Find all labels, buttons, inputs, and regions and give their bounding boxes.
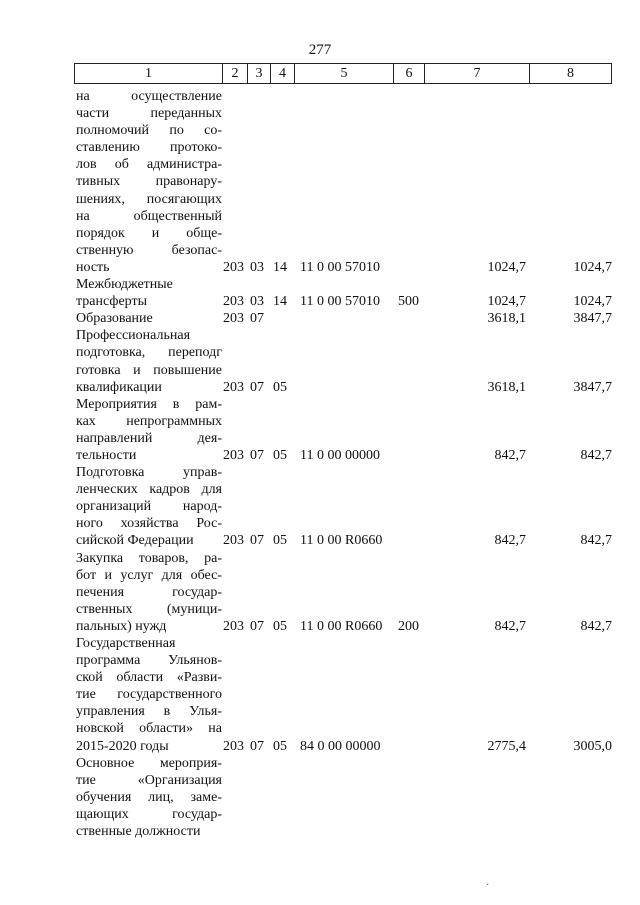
scan-speck: · bbox=[486, 880, 490, 891]
row-name-line: бот и услуг для обес- bbox=[76, 567, 222, 583]
row-name-line: ственную безопас- bbox=[76, 242, 222, 258]
target-article-code: 11 0 00 57010 bbox=[300, 294, 380, 310]
target-article-code: 84 0 00 00000 bbox=[300, 738, 381, 754]
target-article-code: 11 0 00 R0660 bbox=[300, 533, 383, 549]
row-name bbox=[76, 88, 222, 276]
amount-col-8: 842,7 bbox=[580, 533, 612, 549]
amount-col-7: 842,7 bbox=[494, 533, 526, 549]
expense-type-code: 500 bbox=[398, 294, 419, 310]
header-col-5: 5 bbox=[295, 64, 394, 83]
section-code: 03 bbox=[250, 259, 264, 275]
budget-table-body bbox=[76, 88, 612, 840]
row-values bbox=[76, 293, 616, 310]
row-name-line: организаций народ- bbox=[76, 499, 222, 515]
table-row bbox=[76, 88, 612, 276]
expense-type-code: 200 bbox=[398, 618, 419, 634]
table-row bbox=[76, 327, 612, 395]
section-code: 07 bbox=[250, 618, 264, 634]
row-values bbox=[76, 738, 616, 755]
row-name-line: порядок и обще- bbox=[76, 225, 222, 241]
dept-code: 203 bbox=[223, 259, 244, 275]
row-name-line: Мероприятия в рам- bbox=[76, 396, 222, 412]
row-name-line: программа Ульянов- bbox=[76, 653, 222, 669]
amount-col-7: 842,7 bbox=[494, 618, 526, 634]
dept-code: 203 bbox=[223, 447, 244, 463]
header-col-1: 1 bbox=[75, 64, 223, 83]
header-col-4: 4 bbox=[271, 64, 295, 83]
amount-col-7: 842,7 bbox=[494, 447, 526, 463]
dept-code: 203 bbox=[223, 379, 244, 395]
row-name-line: ственных (муници- bbox=[76, 601, 222, 617]
target-article-code: 11 0 00 R0660 bbox=[300, 618, 383, 634]
subsection-code: 05 bbox=[273, 738, 287, 754]
row-name-line: ность bbox=[76, 259, 110, 275]
row-name-line: ленческих кадров для bbox=[76, 482, 222, 498]
dept-code: 203 bbox=[223, 294, 244, 310]
row-name-line: полномочий по со- bbox=[76, 123, 222, 139]
row-name-line: Подготовка управ- bbox=[76, 465, 222, 481]
row-values bbox=[76, 447, 616, 464]
page-number: 277 bbox=[308, 42, 332, 58]
row-name-line: на осуществление bbox=[76, 89, 222, 104]
section-code: 07 bbox=[250, 379, 264, 395]
row-name-line: направлений дея- bbox=[76, 430, 222, 446]
amount-col-8: 842,7 bbox=[580, 447, 612, 463]
row-name-line: ской области «Разви- bbox=[76, 670, 222, 686]
row-name-line: тельности bbox=[76, 447, 137, 463]
amount-col-8: 3005,0 bbox=[573, 738, 612, 754]
row-name-line: новской области» на bbox=[76, 721, 222, 737]
row-name-line: ственные должности bbox=[76, 824, 201, 840]
section-code: 07 bbox=[250, 533, 264, 549]
row-name-line: шениях, посягающих bbox=[76, 191, 222, 207]
table-row bbox=[76, 550, 612, 635]
amount-col-7: 1024,7 bbox=[487, 294, 526, 310]
row-name-line: лов об администра- bbox=[76, 157, 222, 173]
table-row bbox=[76, 396, 612, 464]
table-row bbox=[76, 276, 612, 310]
section-code: 07 bbox=[250, 447, 264, 463]
row-name-line: пальных) нужд bbox=[76, 618, 167, 634]
row-name-line: части переданных bbox=[76, 106, 222, 122]
amount-col-8: 3847,7 bbox=[573, 311, 612, 327]
row-name-line: управления в Улья- bbox=[76, 704, 222, 720]
row-name-line: ках непрограммных bbox=[76, 413, 222, 429]
header-col-2: 2 bbox=[223, 64, 248, 83]
row-name-line: подготовка, переподг bbox=[76, 345, 222, 361]
row-name-line: тивных правонару- bbox=[76, 174, 222, 190]
amount-col-7: 2775,4 bbox=[487, 738, 526, 754]
row-name-line: Профессиональная bbox=[76, 328, 191, 344]
row-name-line: на общественный bbox=[76, 208, 222, 224]
header-col-7: 7 bbox=[425, 64, 530, 83]
row-name-line: Основное мероприя- bbox=[76, 755, 222, 771]
table-row bbox=[76, 310, 612, 327]
row-name-line: трансферты bbox=[76, 294, 148, 310]
row-values bbox=[76, 618, 616, 635]
header-col-3: 3 bbox=[248, 64, 271, 83]
amount-col-8: 1024,7 bbox=[573, 259, 612, 275]
target-article-code: 11 0 00 00000 bbox=[300, 447, 380, 463]
dept-code: 203 bbox=[223, 311, 244, 327]
table-header bbox=[74, 63, 612, 84]
row-name-line: ного хозяйства Рос- bbox=[76, 516, 222, 532]
subsection-code: 05 bbox=[273, 533, 287, 549]
row-name-line: щающих государ- bbox=[76, 806, 222, 822]
header-col-6: 6 bbox=[394, 64, 425, 83]
row-name-line: Государственная bbox=[76, 636, 176, 651]
amount-col-8: 1024,7 bbox=[573, 294, 612, 310]
amount-col-8: 842,7 bbox=[580, 618, 612, 634]
row-values bbox=[76, 823, 616, 840]
row-name-line: 2015-2020 годы bbox=[76, 738, 169, 754]
section-code: 07 bbox=[250, 738, 264, 754]
row-name-line: Межбюджетные bbox=[76, 277, 173, 293]
row-name-line: Образование bbox=[76, 311, 153, 327]
row-values bbox=[76, 310, 616, 327]
row-values bbox=[76, 533, 616, 550]
subsection-code: 05 bbox=[273, 618, 287, 634]
table-row bbox=[76, 755, 222, 840]
row-values bbox=[76, 379, 616, 396]
row-name-line: печения государ- bbox=[76, 584, 222, 600]
row-name-line: готовка и повышение bbox=[76, 362, 222, 378]
subsection-code: 05 bbox=[273, 447, 287, 463]
amount-col-7: 3618,1 bbox=[487, 311, 526, 327]
section-code: 03 bbox=[250, 294, 264, 310]
row-name-line: сийской Федерации bbox=[76, 533, 194, 549]
dept-code: 203 bbox=[223, 533, 244, 549]
subsection-code: 14 bbox=[273, 294, 287, 310]
row-name-line: Закупка товаров, ра- bbox=[76, 550, 222, 566]
table-row bbox=[76, 635, 612, 755]
amount-col-7: 3618,1 bbox=[487, 379, 526, 395]
amount-col-8: 3847,7 bbox=[573, 379, 612, 395]
subsection-code: 14 bbox=[273, 259, 287, 275]
subsection-code: 05 bbox=[273, 379, 287, 395]
amount-col-7: 1024,7 bbox=[487, 259, 526, 275]
row-name-line: квалификации bbox=[76, 379, 162, 395]
row-name-line: обучения лиц, заме- bbox=[76, 789, 222, 805]
dept-code: 203 bbox=[223, 618, 244, 634]
section-code: 07 bbox=[250, 311, 264, 327]
row-name-line: ставлению протоко- bbox=[76, 140, 222, 156]
dept-code: 203 bbox=[223, 738, 244, 754]
target-article-code: 11 0 00 57010 bbox=[300, 259, 380, 275]
row-name-line: тие «Организация bbox=[76, 772, 222, 788]
row-name-line: тие государственного bbox=[76, 687, 222, 703]
header-col-8: 8 bbox=[567, 66, 574, 81]
row-values bbox=[76, 259, 616, 276]
table-row bbox=[76, 464, 612, 549]
